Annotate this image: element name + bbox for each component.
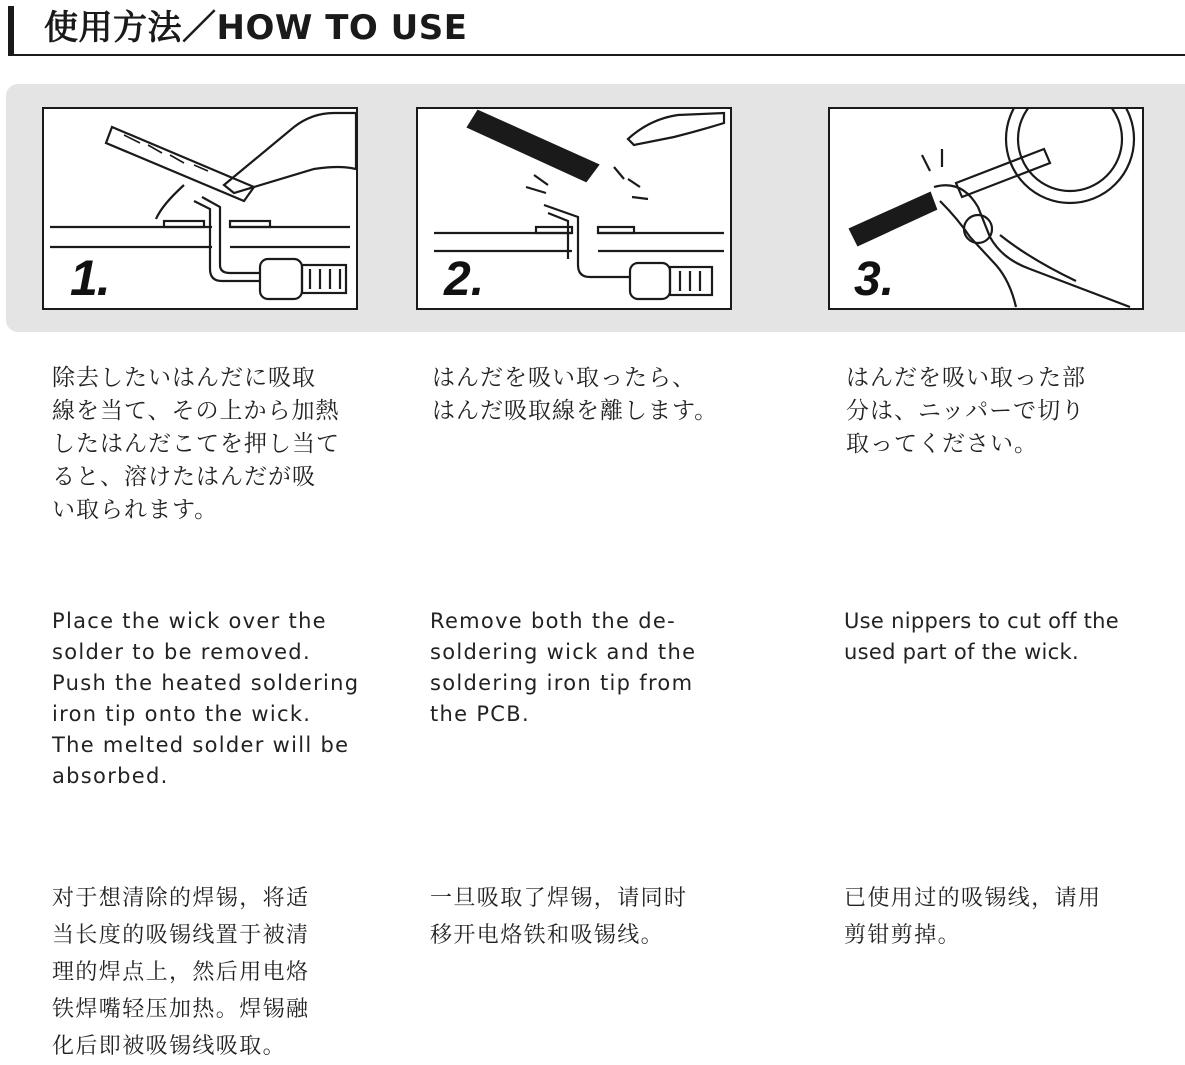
- header-divider: [8, 54, 1185, 56]
- step-3-japanese: [846, 362, 1166, 461]
- text-line: 已使用过的吸锡线，请用: [844, 886, 1102, 911]
- text-line: 移开电烙铁和吸锡线。: [430, 923, 665, 948]
- text-line: はんだを吸い取った部: [846, 365, 1086, 391]
- text-line: 当长度的吸锡线置于被清: [52, 923, 310, 948]
- text-line: iron tip onto the wick.: [52, 702, 312, 726]
- text-line: absorbed.: [52, 764, 169, 788]
- text-line: はんだ吸取線を離します。: [432, 398, 719, 424]
- step-1-chinese-block: [52, 880, 372, 1065]
- text-line: ると、溶けたはんだが吸: [52, 464, 316, 490]
- step-2-english-block: [430, 606, 750, 730]
- text-line: 除去したいはんだに吸取: [52, 365, 316, 391]
- cut-wick-with-nippers-icon: [830, 109, 1142, 308]
- step-3-english-block: [844, 606, 1174, 668]
- step-2-instructions: [432, 362, 752, 428]
- text-line: 分は、ニッパーで切り: [846, 398, 1086, 424]
- text-line: the PCB.: [430, 702, 530, 726]
- text-line: したはんだこてを押し当て: [52, 431, 340, 457]
- step-3-english: [844, 606, 1174, 668]
- text-line: used part of the wick.: [844, 640, 1079, 664]
- text-line: 化后即被吸锡线吸取。: [52, 1034, 287, 1059]
- text-line: 取ってください。: [846, 431, 1038, 457]
- header-accent-bar: [8, 6, 14, 54]
- text-line: 铁焊嘴轻压加热。焊锡融: [52, 997, 310, 1022]
- text-line: solder to be removed.: [52, 640, 311, 664]
- step-2-english: [430, 606, 750, 730]
- step-number: 2.: [444, 253, 485, 306]
- step-number: 1.: [70, 250, 110, 306]
- text-line: soldering iron tip from: [430, 671, 694, 695]
- page-title: 使用方法／HOW TO USE: [44, 8, 468, 48]
- step-2-illustration: [416, 107, 732, 310]
- step-3-chinese-block: [844, 880, 1164, 954]
- step-3-chinese: [844, 880, 1164, 954]
- step-1-chinese: [52, 880, 372, 1065]
- text-line: 線を当て、その上から加熱: [52, 398, 340, 424]
- step-2-japanese: [432, 362, 752, 428]
- step-2-chinese: [430, 880, 750, 954]
- text-line: い取られます。: [52, 497, 219, 523]
- step-1-instructions: [52, 362, 372, 527]
- text-line: Remove both the de-: [430, 609, 676, 633]
- text-line: The melted solder will be: [52, 733, 350, 757]
- remove-wick-and-iron-icon: [418, 109, 730, 308]
- text-line: はんだを吸い取ったら、: [432, 365, 696, 391]
- step-number: 3.: [854, 253, 895, 306]
- page-header: [0, 0, 1185, 60]
- text-line: 一旦吸取了焊锡，请同时: [430, 886, 688, 911]
- text-line: Place the wick over the: [52, 609, 327, 633]
- step-2-chinese-block: [430, 880, 750, 954]
- step-1-japanese: [52, 362, 372, 527]
- step-3-illustration: [828, 107, 1144, 310]
- text-line: Push the heated soldering: [52, 671, 360, 695]
- step-1-english-block: [52, 606, 372, 792]
- wick-on-solder-with-iron-icon: [44, 109, 356, 308]
- text-line: 剪钳剪掉。: [844, 923, 962, 948]
- text-line: Use nippers to cut off the: [844, 609, 1119, 633]
- text-line: 理的焊点上，然后用电烙: [52, 960, 310, 985]
- step-1-illustration: [42, 107, 358, 310]
- step-1-english: [52, 606, 372, 792]
- step-3-instructions: [846, 362, 1166, 461]
- text-line: soldering wick and the: [430, 640, 697, 664]
- text-line: 对于想清除的焊锡，将适: [52, 886, 310, 911]
